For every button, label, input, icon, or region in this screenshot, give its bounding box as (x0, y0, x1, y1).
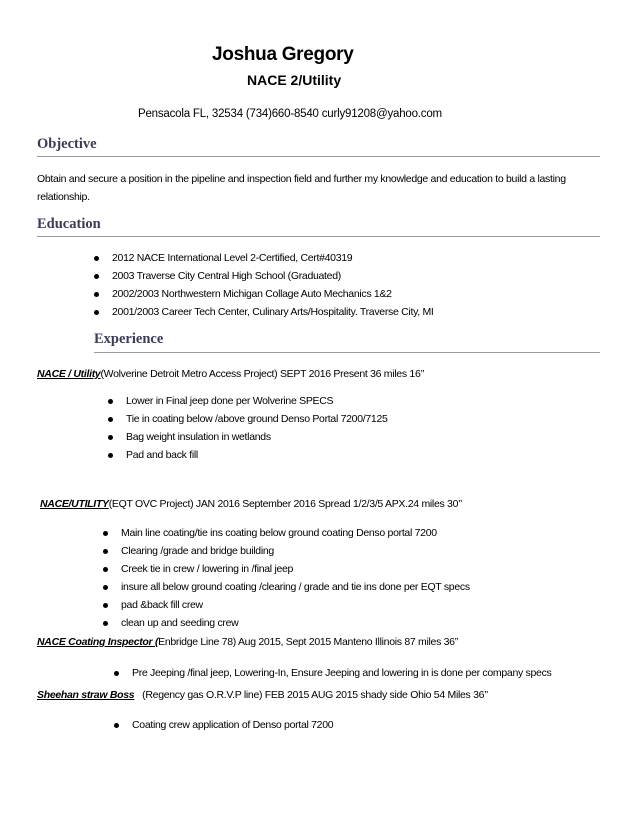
bullet-icon (108, 453, 113, 458)
job-duty: Pad and back fill (126, 449, 198, 461)
job-duty: Coating crew application of Denso portal 7200 (132, 719, 334, 731)
list-item (103, 596, 470, 614)
education-divider (37, 236, 600, 237)
objective-heading: Objective (37, 136, 97, 152)
job-duty: insure all below ground coating /clearing / grade and tie ins done per EQT specs (121, 581, 470, 593)
bullet-icon (114, 723, 119, 728)
job-header (40, 498, 462, 510)
job-duties-list (114, 716, 333, 734)
objective-divider (37, 156, 600, 157)
bullet-icon (94, 274, 99, 279)
education-item: 2001/2003 Career Tech Center, Culinary Arts/Hospitality. Traverse City, MI (112, 306, 434, 318)
job-duty: Clearing /grade and bridge building (121, 545, 274, 557)
job-duties-list (108, 392, 388, 464)
job-duty: Lower in Final jeep done per Wolverine SPECS (126, 395, 334, 407)
education-item: 2003 Traverse City Central High School (Graduated) (112, 270, 341, 282)
list-item (94, 249, 434, 267)
education-item: 2012 NACE International Level 2-Certified, Cert#40319 (112, 252, 353, 264)
bullet-icon (103, 621, 108, 626)
job-duty: Main line coating/tie ins coating below ground coating Denso portal 7200 (121, 527, 437, 539)
bullet-icon (114, 671, 119, 676)
list-item (108, 446, 388, 464)
bullet-icon (108, 399, 113, 404)
job-header (37, 689, 488, 701)
job-duty: Tie in coating below /above ground Denso Portal 7200/7125 (126, 413, 388, 425)
job-details: Enbridge Line 78) Aug 2015, Sept 2015 Manteno Illinois 87 miles 36” (158, 636, 458, 648)
bullet-icon (108, 435, 113, 440)
list-item (114, 664, 552, 682)
list-item (94, 303, 434, 321)
bullet-icon (103, 603, 108, 608)
job-duty: pad &back fill crew (121, 599, 203, 611)
job-title: NACE/UTILITY (40, 498, 109, 510)
job-duty: Bag weight insulation in wetlands (126, 431, 271, 443)
resume-subtitle: NACE 2/Utility (247, 72, 342, 88)
bullet-icon (108, 417, 113, 422)
job-duty: clean up and seeding crew (121, 617, 239, 629)
list-item (103, 524, 470, 542)
job-title: NACE Coating Inspector ( (37, 636, 159, 648)
list-item (114, 716, 333, 734)
bullet-icon (94, 310, 99, 315)
job-duties-list (114, 664, 552, 682)
list-item (103, 578, 470, 596)
education-heading: Education (37, 216, 101, 232)
resume-name: Joshua Gregory (212, 44, 354, 65)
list-item (94, 267, 434, 285)
experience-divider (94, 352, 600, 353)
contact-line: Pensacola FL, 32534 (734)660-8540 curly91208@yahoo.com (138, 108, 442, 120)
list-item (103, 542, 470, 560)
job-details: (EQT OVC Project) JAN 2016 September 2016 Spread 1/2/3/5 APX.24 miles 30’’ (108, 498, 463, 510)
education-list (94, 249, 434, 321)
objective-text: Obtain and secure a position in the pipeline and inspection field and further my knowledge and education to build a lasting relationship. (37, 173, 566, 203)
job-duty: Creek tie in crew / lowering in /final jeep (121, 563, 294, 575)
list-item (108, 392, 388, 410)
bullet-icon (103, 585, 108, 590)
job-title: Sheehan straw Boss (37, 689, 135, 701)
education-item: 2002/2003 Northwestern Michigan Collage Auto Mechanics 1&2 (112, 288, 392, 300)
bullet-icon (103, 549, 108, 554)
bullet-icon (103, 567, 108, 572)
list-item (103, 614, 470, 632)
job-duty: Pre Jeeping /final jeep, Lowering-In, Ensure Jeeping and lowering in is done per company specs (132, 667, 552, 679)
list-item (103, 560, 470, 578)
bullet-icon (94, 256, 99, 261)
experience-heading: Experience (94, 331, 164, 347)
job-details: (Wolverine Detroit Metro Access Project) SEPT 2016 Present 36 miles 16’’ (100, 368, 425, 380)
bullet-icon (94, 292, 99, 297)
list-item (108, 410, 388, 428)
bullet-icon (103, 531, 108, 536)
job-header (37, 368, 424, 380)
list-item (108, 428, 388, 446)
job-header (37, 636, 458, 648)
job-details: (Regency gas O.R.V.P line) FEB 2015 AUG 2015 shady side Ohio 54 Miles 36’’ (142, 689, 489, 701)
job-duties-list (103, 524, 470, 632)
job-title: NACE / Utility (37, 368, 101, 380)
list-item (94, 285, 434, 303)
